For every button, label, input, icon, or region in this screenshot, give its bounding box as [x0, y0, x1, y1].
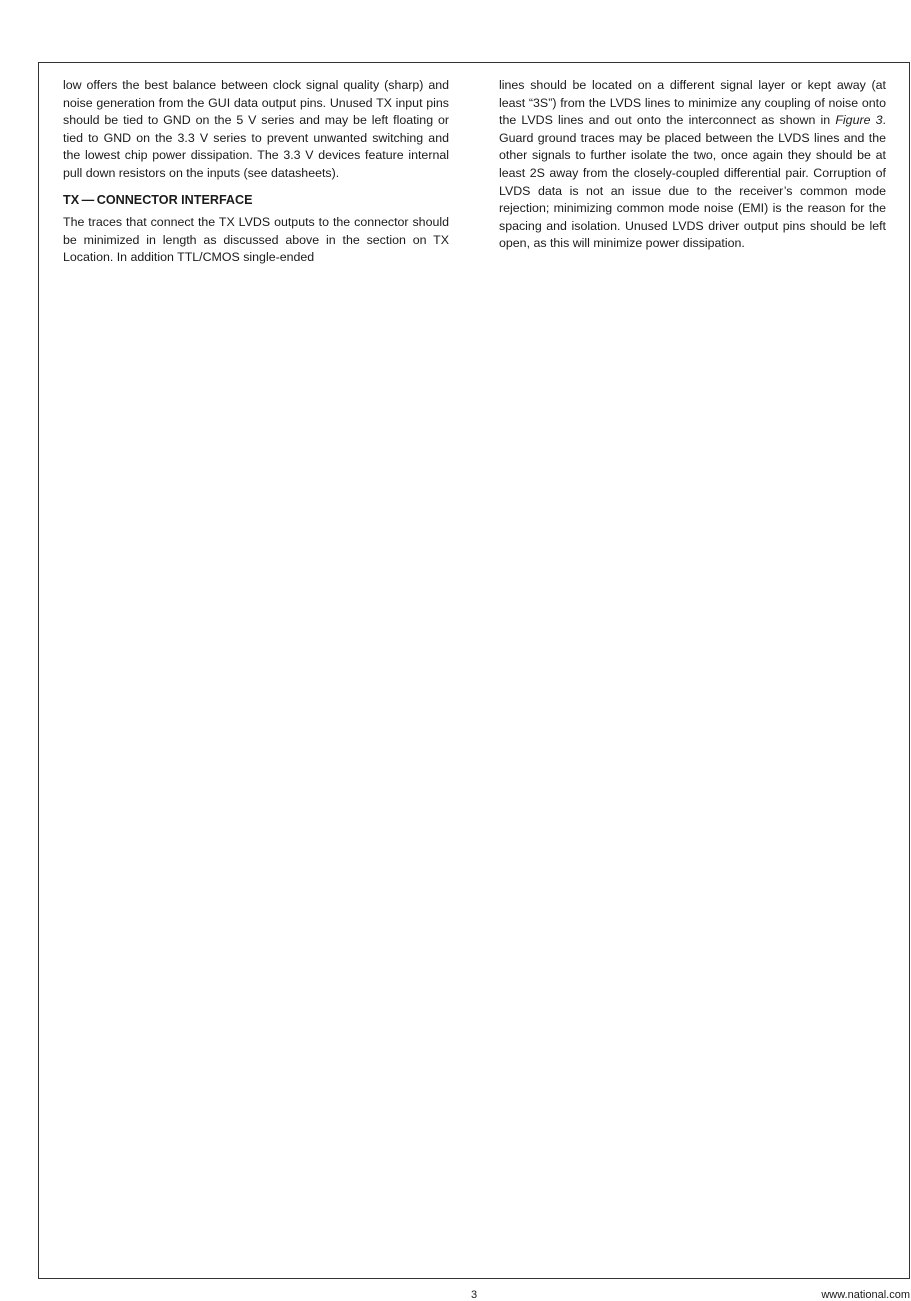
left-paragraph-1: low offers the best balance between clock signal quality (sharp) and noise generation from the GUI data output pins. Unused TX input pins should be tied to GND on the 5 V series and may be left floating or tied to GND on the 3.3 V series to prevent unwanted switching and the lowest chip power dissipation. The 3.3 V devices feature internal pull down resistors on the inputs (see datasheets).	[63, 78, 449, 180]
right-paragraph-part-2: . Guard ground traces may be placed between the LVDS lines and the other signals to further isolate the two, once again they should be at least 2S away from the closely-coupled differential pair. Corruption of LVDS data is not an issue due to the receiver’s common mode rejection; minimizing common mode noise (EMI) is the reason for the spacing and isolation. Unused LVDS driver output pins should be left open, as this will minimize power dissipation.	[499, 113, 886, 251]
page-number: 3	[470, 1289, 478, 1301]
right-paragraph-part-1: lines should be located on a different signal layer or kept away (at least “3S”) from the LVDS lines to minimize any coupling of noise onto the LVDS lines and out onto the interconnect as shown in	[499, 78, 886, 128]
figure-reference: Figure 3	[835, 113, 883, 128]
right-paragraph	[499, 77, 886, 253]
left-column	[63, 77, 449, 267]
right-column	[499, 77, 886, 253]
left-paragraph-2: The traces that connect the TX LVDS outputs to the connector should be minimized in length as discussed above in the section on TX Location. In addition TTL/CMOS single-ended	[63, 215, 449, 265]
website-url: www.national.com	[821, 1289, 910, 1301]
section-heading: TX — CONNECTOR INTERFACE	[63, 192, 253, 207]
